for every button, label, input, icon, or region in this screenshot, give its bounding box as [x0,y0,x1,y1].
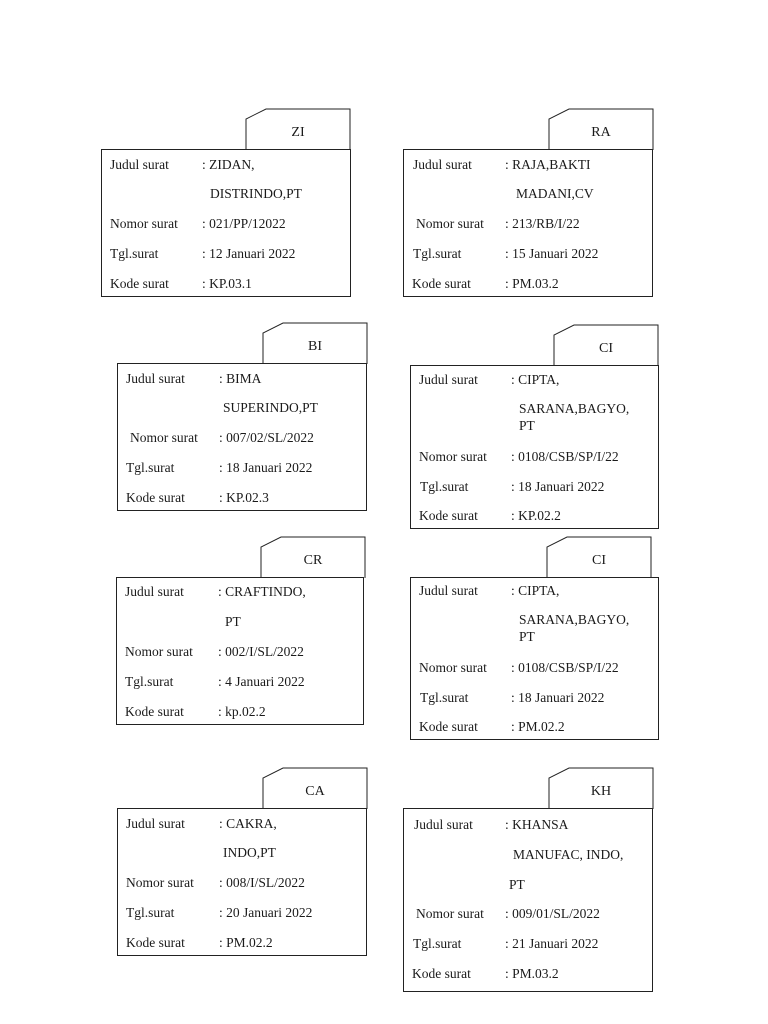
tgl-value: : 12 Januari 2022 [202,246,296,261]
nomor-label: Nomor surat [419,449,487,464]
kode-value: : KP.02.2 [511,508,561,523]
judul-value-cont: SARANA,BAGYO, [519,612,630,627]
nomor-label: Nomor surat [126,875,194,890]
tgl-label: Tgl.surat [420,690,469,705]
judul-value: : ZIDAN, [202,157,255,172]
tgl-value: : 18 Januari 2022 [511,690,605,705]
judul-value: : BIMA [219,371,262,386]
tab-label: CI [592,553,606,568]
judul-label: Judul surat [414,817,473,832]
kode-label: Kode surat [125,704,184,719]
nomor-label: Nomor surat [416,216,484,231]
card-tab [554,325,658,365]
kode-label: Kode surat [412,276,471,291]
judul-value: : CIPTA, [511,583,560,598]
kode-label: Kode surat [126,490,185,505]
tgl-label: Tgl.surat [420,479,469,494]
tgl-label: Tgl.surat [126,460,175,475]
card-body [117,808,367,956]
nomor-value: : 213/RB/I/22 [505,216,580,231]
tgl-value: : 21 Januari 2022 [505,936,599,951]
kode-label: Kode surat [419,719,478,734]
card-tab [549,768,653,808]
kode-value: : PM.02.2 [511,719,565,734]
tgl-value: : 18 Januari 2022 [219,460,313,475]
judul-value-cont: MANUFAC, INDO, [513,847,624,862]
judul-value-cont: DISTRINDO,PT [210,186,302,201]
tab-label: KH [590,784,612,799]
tab-label: CI [599,341,613,356]
nomor-label: Nomor surat [416,906,484,921]
tgl-value: : 20 Januari 2022 [219,905,313,920]
nomor-label: Nomor surat [125,644,193,659]
judul-value-cont: PT [225,614,241,629]
tgl-label: Tgl.surat [413,246,462,261]
card-body [410,577,659,740]
tab-label: ZI [291,125,305,140]
nomor-value: : 002/I/SL/2022 [218,644,304,659]
nomor-value: : 009/01/SL/2022 [505,906,600,921]
judul-value-cont: SARANA,BAGYO, [519,401,630,416]
nomor-value: : 0108/CSB/SP/I/22 [511,660,619,675]
judul-label: Judul surat [413,157,472,172]
kode-value: : KP.02.3 [219,490,269,505]
card-tab [547,537,651,577]
judul-value: : CRAFTINDO, [218,584,306,599]
tab-label: RA [591,125,611,140]
judul-label: Judul surat [110,157,169,172]
card-tab [263,768,367,808]
kode-label: Kode surat [110,276,169,291]
judul-label: Judul surat [419,372,478,387]
card-body [101,149,351,297]
card-tab [263,323,367,363]
kode-value: : PM.02.2 [219,935,273,950]
card-body [410,365,659,529]
judul-value-cont: MADANI,CV [516,186,594,201]
tab-label: BI [308,339,322,354]
kode-label: Kode surat [126,935,185,950]
nomor-label: Nomor surat [110,216,178,231]
judul-value-cont: SUPERINDO,PT [223,400,318,415]
tgl-label: Tgl.surat [126,905,175,920]
card-tab [549,109,653,149]
nomor-label: Nomor surat [419,660,487,675]
judul-value-cont: PT [519,629,535,644]
kode-label: Kode surat [419,508,478,523]
judul-label: Judul surat [126,371,185,386]
judul-value-cont: PT [509,877,525,892]
judul-value: : CAKRA, [219,816,277,831]
card-tab [246,109,350,149]
tgl-label: Tgl.surat [125,674,174,689]
judul-label: Judul surat [419,583,478,598]
tab-label: CA [305,784,325,799]
tgl-value: : 18 Januari 2022 [511,479,605,494]
nomor-value: : 007/02/SL/2022 [219,430,314,445]
judul-label: Judul surat [126,816,185,831]
kode-value: : PM.03.2 [505,276,559,291]
judul-value-cont: INDO,PT [223,845,276,860]
tab-label: CR [303,553,323,568]
card-body [117,363,367,511]
nomor-value: : 0108/CSB/SP/I/22 [511,449,619,464]
judul-value: : KHANSA [505,817,569,832]
card-body [116,577,364,725]
card-body [403,808,653,992]
card-body [403,149,653,297]
judul-value: : RAJA,BAKTI [505,157,591,172]
tgl-label: Tgl.surat [413,936,462,951]
nomor-value: : 008/I/SL/2022 [219,875,305,890]
kode-value: : PM.03.2 [505,966,559,981]
card-tab [261,537,365,577]
nomor-label: Nomor surat [130,430,198,445]
tgl-label: Tgl.surat [110,246,159,261]
judul-value-cont: PT [519,418,535,433]
kode-label: Kode surat [412,966,471,981]
tgl-value: : 15 Januari 2022 [505,246,599,261]
judul-label: Judul surat [125,584,184,599]
judul-value: : CIPTA, [511,372,560,387]
kode-value: : KP.03.1 [202,276,252,291]
kode-value: : kp.02.2 [218,704,266,719]
tgl-value: : 4 Januari 2022 [218,674,305,689]
nomor-value: : 021/PP/12022 [202,216,286,231]
